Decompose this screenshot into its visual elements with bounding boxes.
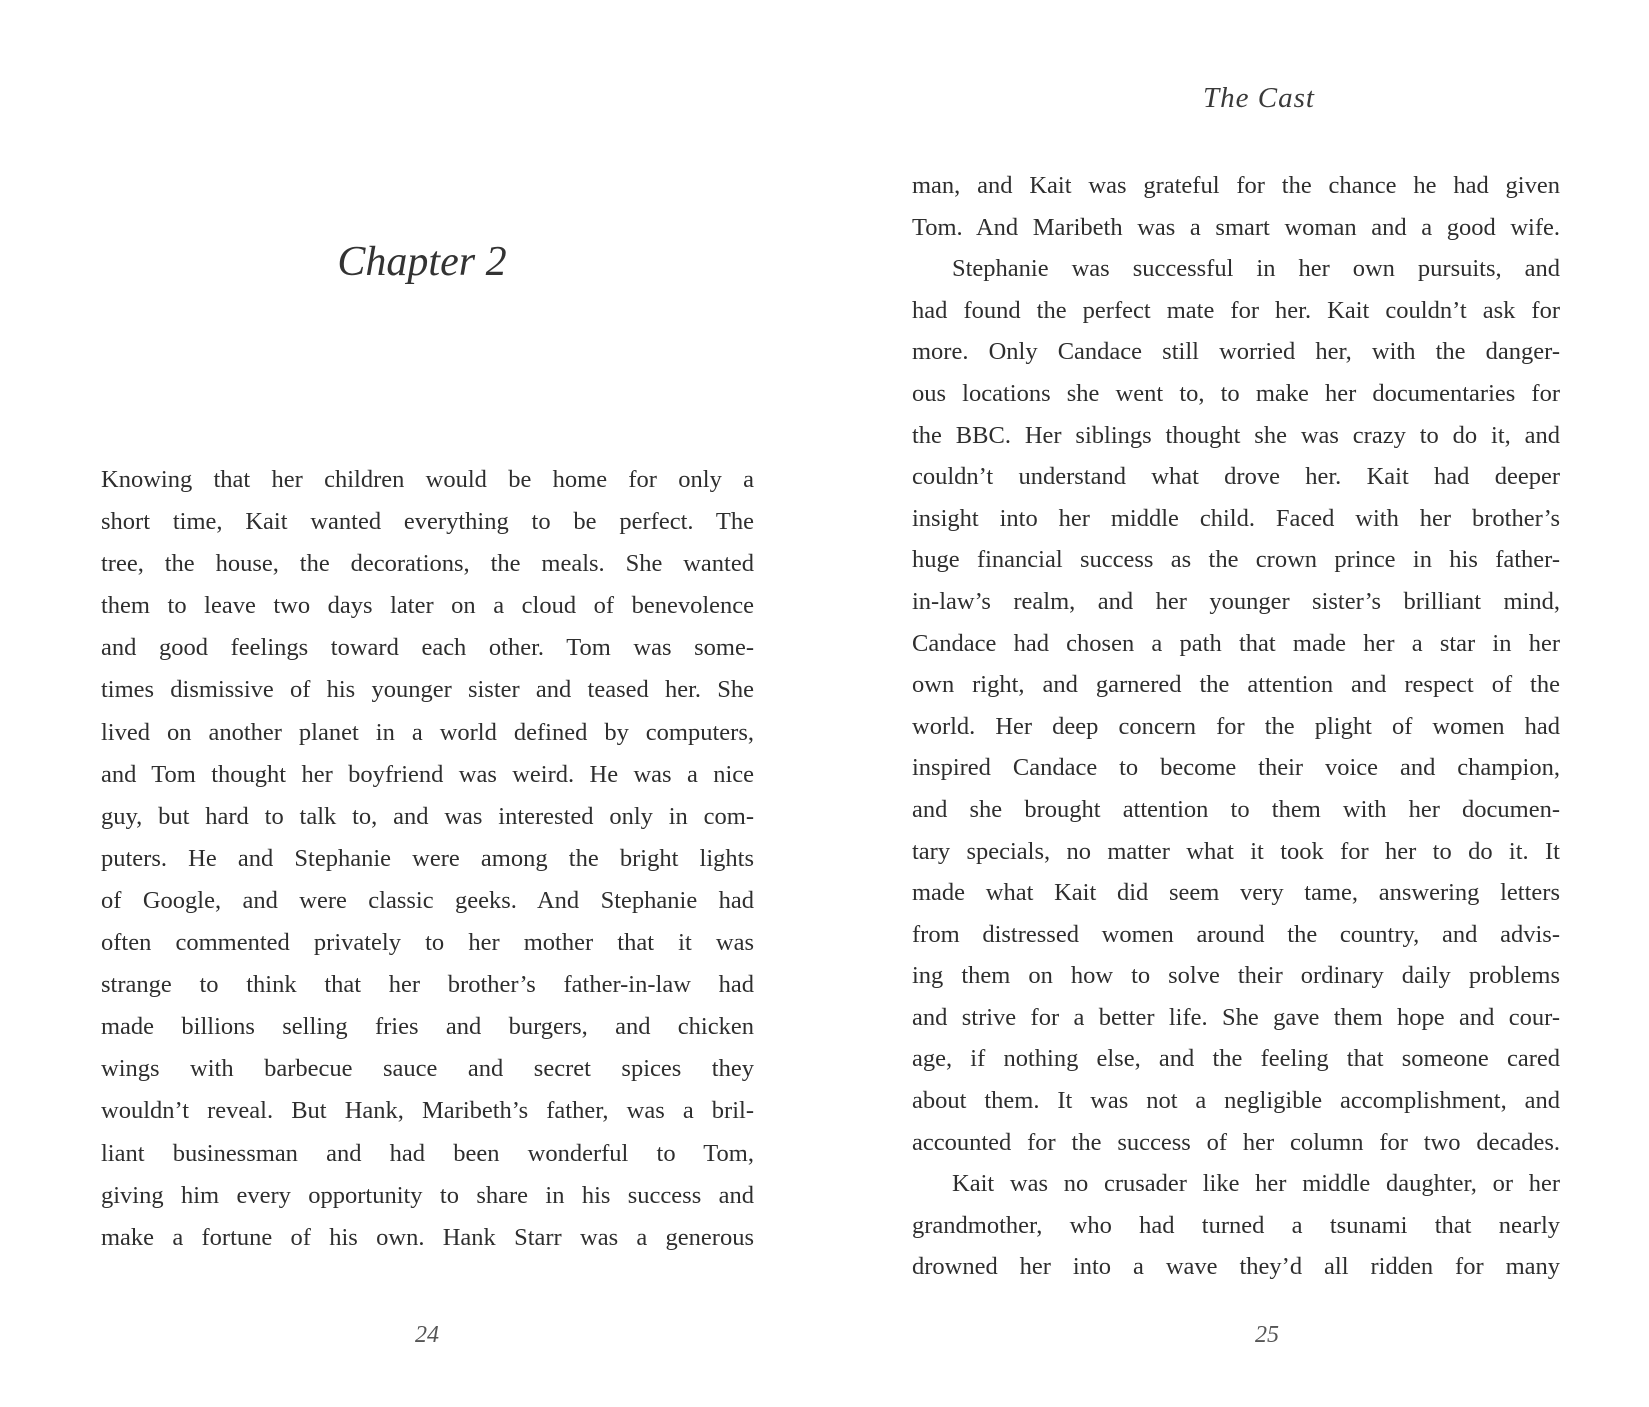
text-line: lived on another planet in a world defined by computers, [101, 718, 754, 746]
text-line: couldn’t understand what drove her. Kait had deeper [912, 463, 1560, 491]
text-line: from distressed women around the country, and advis- [912, 920, 1560, 948]
text-line: and Tom thought her boyfriend was weird. He was a nice [101, 760, 754, 788]
text-line: made what Kait did seem very tame, answering letters [912, 879, 1560, 907]
text-line: Tom. And Maribeth was a smart woman and a good wife. [912, 213, 1560, 241]
text-line: and good feelings toward each other. Tom was some- [101, 634, 754, 662]
text-line: more. Only Candace still worried her, with the danger- [912, 338, 1560, 366]
text-line: the BBC. Her siblings thought she was crazy to do it, and [912, 421, 1560, 449]
text-line: had found the perfect mate for her. Kait couldn’t ask for [912, 296, 1560, 324]
left-page-body [101, 459, 754, 1259]
text-line: times dismissive of his younger sister and teased her. She [101, 676, 754, 704]
right-page [824, 0, 1649, 1407]
text-line: world. Her deep concern for the plight of women had [912, 712, 1560, 740]
text-line: man, and Kait was grateful for the chance he had given [912, 172, 1560, 199]
text-line: guy, but hard to talk to, and was interested only in com- [101, 802, 754, 830]
right-page-body [912, 165, 1560, 1288]
text-line: accounted for the success of her column for two decades. [912, 1128, 1560, 1156]
text-line: inspired Candace to become their voice and champion, [912, 754, 1560, 782]
text-line: short time, Kait wanted everything to be perfect. The [101, 508, 754, 536]
page-number: 25 [1255, 1322, 1279, 1348]
text-line: Kait was no crusader like her middle daughter, or her [952, 1170, 1560, 1198]
text-line: drowned her into a wave they’d all ridden for many [912, 1253, 1560, 1281]
text-line: strange to think that her brother’s father-in-law had [101, 971, 754, 999]
text-line: tary specials, no matter what it took for her to do it. It [912, 837, 1560, 865]
text-line: of Google, and were classic geeks. And Stephanie had [101, 886, 754, 914]
text-line: Candace had chosen a path that made her a star in her [912, 629, 1560, 657]
text-line: them to leave two days later on a cloud of benevolence [101, 592, 754, 620]
text-line: about them. It was not a negligible accomplishment, and [912, 1087, 1560, 1115]
text-line: ing them on how to solve their ordinary daily problems [912, 962, 1560, 990]
text-line: and strive for a better life. She gave them hope and cour- [912, 1003, 1560, 1031]
text-line: made billions selling fries and burgers, and chicken [101, 1013, 754, 1041]
page-number: 24 [415, 1322, 439, 1348]
text-line: own right, and garnered the attention and respect of the [912, 671, 1560, 699]
text-line: Knowing that her children would be home for only a [101, 466, 754, 493]
text-line: tree, the house, the decorations, the meals. She wanted [101, 550, 754, 578]
text-line: wouldn’t reveal. But Hank, Maribeth’s father, was a bril- [101, 1097, 754, 1125]
text-line: in-law’s realm, and her younger sister’s brilliant mind, [912, 587, 1560, 615]
chapter-title: Chapter 2 [337, 239, 507, 285]
text-line: age, if nothing else, and the feeling that someone cared [912, 1045, 1560, 1073]
text-line: make a fortune of his own. Hank Starr was a generous [101, 1223, 754, 1251]
text-line: huge financial success as the crown prince in his father- [912, 546, 1560, 574]
text-line: and she brought attention to them with her documen- [912, 795, 1560, 823]
text-line: insight into her middle child. Faced with her brother’s [912, 504, 1560, 532]
running-head: The Cast [1203, 82, 1315, 114]
text-line: wings with barbecue sauce and secret spices they [101, 1055, 754, 1083]
text-line: Stephanie was successful in her own pursuits, and [952, 255, 1560, 283]
text-line: grandmother, who had turned a tsunami that nearly [912, 1211, 1560, 1239]
left-page [0, 0, 824, 1407]
text-line: ous locations she went to, to make her documentaries for [912, 379, 1560, 407]
text-line: liant businessman and had been wonderful to Tom, [101, 1139, 754, 1167]
text-line: giving him every opportunity to share in his success and [101, 1181, 754, 1209]
text-line: puters. He and Stephanie were among the bright lights [101, 844, 754, 872]
text-line: often commented privately to her mother that it was [101, 929, 754, 957]
